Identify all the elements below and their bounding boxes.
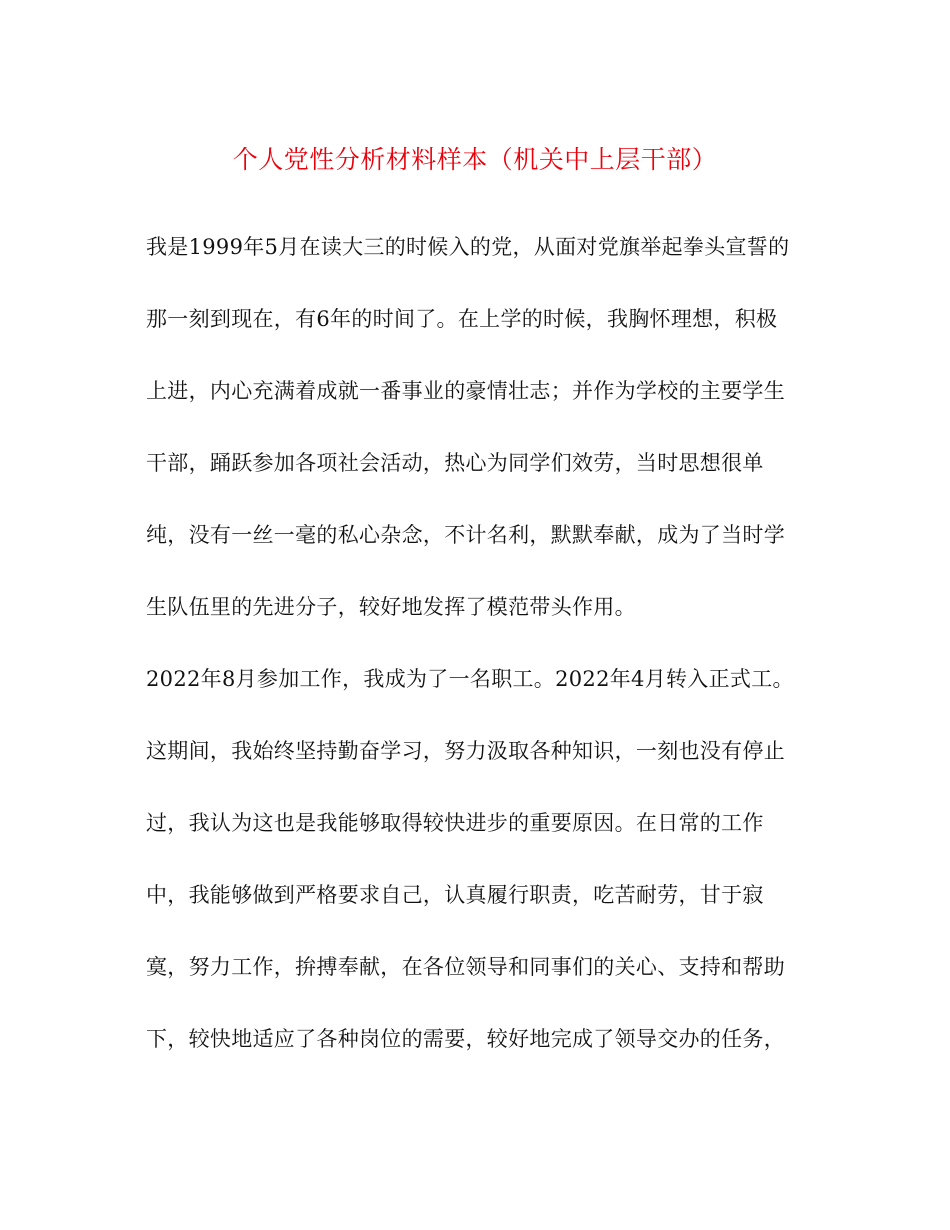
paragraph-line: 我是1999年5月在读大三的时候入的党，从面对党旗举起拳头宣誓的 [146,235,790,259]
paragraph-line: 中，我能够做到严格要求自己，认真履行职责，吃苦耐劳，甘于寂 [146,883,764,907]
paragraph-line: 2022年8月参加工作，我成为了一名职工。2022年4月转入正式工。 [146,667,794,691]
paragraph-line: 干部，踊跃参加各项社会活动，热心为同学们效劳，当时思想很单 [146,451,764,475]
paragraph-line: 上进，内心充满着成就一番事业的豪情壮志；并作为学校的主要学生 [146,379,785,403]
paragraph-line: 下，较快地适应了各种岗位的需要，较好地完成了领导交办的任务， [146,1027,785,1051]
paragraph-line: 过，我认为这也是我能够取得较快进步的重要原因。在日常的工作 [146,811,764,835]
paragraph-line: 纯，没有一丝一毫的私心杂念，不计名利，默默奉献，成为了当时学 [146,523,785,547]
paragraph-line: 这期间，我始终坚持勤奋学习，努力汲取各种知识，一刻也没有停止 [146,739,785,763]
paragraph-line: 寞，努力工作，拚搏奉献，在各位领导和同事们的关心、支持和帮助 [146,955,785,979]
paragraph-line: 那一刻到现在，有6年的时间了。在上学的时候，我胸怀理想，积极 [146,307,778,331]
paragraph-line: 生队伍里的先进分子，较好地发挥了模范带头作用。 [146,595,636,619]
document-title: 个人党性分析材料样本（机关中上层干部） [232,145,718,174]
